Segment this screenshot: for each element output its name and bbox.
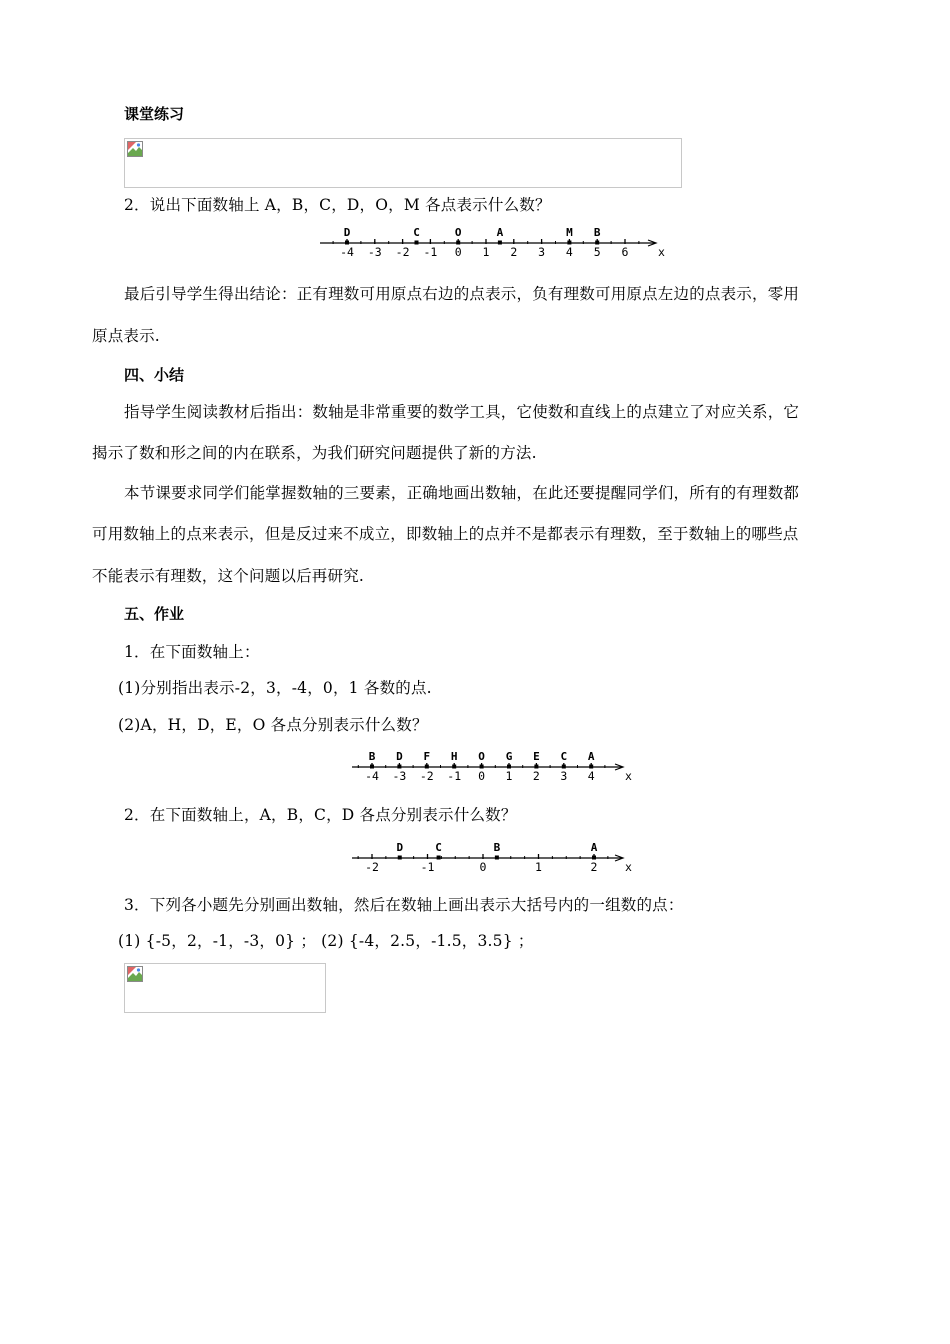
axis-point: [415, 241, 419, 245]
axis-point: [567, 241, 571, 245]
axis-point: [456, 241, 460, 245]
axis-tick-label: 2: [532, 769, 540, 783]
axis-point-label: D: [396, 841, 404, 854]
practice-q2: 2．说出下面数轴上 A，B，C，D，O，M 各点表示什么数？: [124, 196, 551, 214]
number-line-homework-2: [350, 836, 632, 876]
axis-tick-label: 1: [482, 245, 490, 259]
axis-tick-label: 4: [565, 245, 573, 259]
axis-point-label: F: [423, 750, 431, 763]
number-line-practice: [318, 226, 663, 262]
axis-point-label: C: [435, 841, 442, 854]
axis-tick-label: 5: [593, 245, 601, 259]
axis-point: [398, 856, 402, 860]
image-placeholder-2: [124, 963, 326, 1013]
section-title-homework: 五、作业: [124, 605, 185, 623]
axis-tick-label: 3: [560, 769, 568, 783]
homework-q3-sets: (1) {-5，2，-1，-3，0} ； (2) {-4，2.5，-1.5，3.5} ；: [118, 932, 534, 950]
summary-p1-line2: 揭示了数和形之间的内在联系，为我们研究问题提供了新的方法.: [92, 444, 537, 462]
axis-point: [562, 765, 566, 769]
homework-q3: 3．下列各小题先分别画出数轴，然后在数轴上画出表示大括号内的一组数的点：: [124, 896, 684, 914]
axis-point-label: A: [590, 841, 598, 854]
axis-point: [498, 241, 502, 245]
axis-tick-label: 1: [505, 769, 513, 783]
axis-tick-label: 0: [479, 860, 487, 874]
homework-q1: 1．在下面数轴上：: [124, 643, 260, 661]
summary-p2-line1: 本节课要求同学们能掌握数轴的三要素，正确地画出数轴，在此还要提醒同学们，所有的有理数都: [124, 484, 800, 502]
axis-tick-label: 2: [590, 860, 598, 874]
axis-point: [397, 765, 401, 769]
axis-tick-label: 4: [587, 769, 595, 783]
image-placeholder-1: [124, 138, 682, 188]
axis-tick-label: -1: [447, 769, 462, 783]
axis-point-label: G: [505, 750, 513, 763]
axis-x-label: x: [625, 860, 632, 874]
conclusion-line2: 原点表示.: [92, 327, 160, 345]
section-title-summary: 四、小结: [124, 366, 185, 384]
axis-point: [425, 765, 429, 769]
summary-p1-line1: 指导学生阅读教材后指出：数轴是非常重要的数学工具，它使数和直线上的点建立了对应关系，它: [124, 403, 800, 421]
axis-tick-label: 1: [535, 860, 542, 874]
axis-point-label: C: [413, 226, 420, 239]
axis-tick-label: 3: [538, 245, 546, 259]
conclusion-line1: 最后引导学生得出结论：正有理数可用原点右边的点表示，负有理数可用原点左边的点表示，零用: [124, 285, 800, 303]
axis-point-label: O: [478, 750, 485, 763]
axis-point-label: D: [343, 226, 351, 239]
axis-point: [480, 765, 484, 769]
axis-tick-label: -2: [419, 769, 434, 783]
axis-tick-label: -1: [420, 860, 435, 874]
axis-point-label: B: [493, 841, 501, 854]
axis-tick-label: -2: [395, 245, 410, 259]
axis-point-label: H: [450, 750, 458, 763]
axis-point-label: A: [496, 226, 504, 239]
axis-point: [534, 765, 538, 769]
summary-p2-line2: 可用数轴上的点来表示，但是反过来不成立，即数轴上的点并不是都表示有理数，至于数轴上的哪些点: [92, 525, 799, 543]
axis-tick-label: -3: [392, 769, 407, 783]
broken-image-icon: [127, 141, 143, 157]
axis-tick-label: 2: [510, 245, 518, 259]
axis-point-label: O: [454, 226, 462, 239]
axis-tick-label: 0: [454, 245, 462, 259]
axis-point-label: C: [560, 750, 568, 763]
axis-point: [437, 856, 441, 860]
axis-tick-label: -4: [340, 245, 354, 259]
axis-point-label: D: [396, 750, 403, 763]
homework-q2: 2．在下面数轴上，A，B，C，D 各点分别表示什么数？: [124, 806, 517, 824]
axis-point-label: E: [533, 750, 540, 763]
axis-point-label: B: [368, 750, 376, 763]
broken-image-icon: [127, 966, 143, 982]
axis-point: [595, 241, 599, 245]
axis-point: [345, 241, 349, 245]
axis-x-label: x: [625, 769, 632, 783]
axis-tick-label: -2: [365, 860, 379, 874]
section-title-practice: 课堂练习: [124, 105, 185, 123]
number-line-homework-1: [350, 746, 632, 782]
homework-q1b: (2)A，H，D，E，O 各点分别表示什么数？: [118, 716, 428, 734]
axis-point-label: B: [593, 226, 601, 239]
axis-point-label: M: [566, 226, 573, 239]
axis-tick-label: -1: [423, 245, 438, 259]
axis-tick-label: 6: [621, 245, 629, 259]
axis-tick-label: -3: [367, 245, 382, 259]
axis-tick-label: 0: [478, 769, 486, 783]
axis-point-label: A: [587, 750, 595, 763]
axis-point: [452, 765, 456, 769]
axis-point: [370, 765, 374, 769]
homework-q1a: (1)分别指出表示-2，3，-4，0，1 各数的点.: [118, 679, 432, 697]
axis-tick-label: -4: [365, 769, 379, 783]
axis-point: [507, 765, 511, 769]
axis-point: [592, 856, 596, 860]
axis-x-label: x: [658, 245, 665, 259]
axis-point: [589, 765, 593, 769]
summary-p2-line3: 不能表示有理数，这个问题以后再研究.: [92, 567, 365, 585]
axis-point: [495, 856, 499, 860]
